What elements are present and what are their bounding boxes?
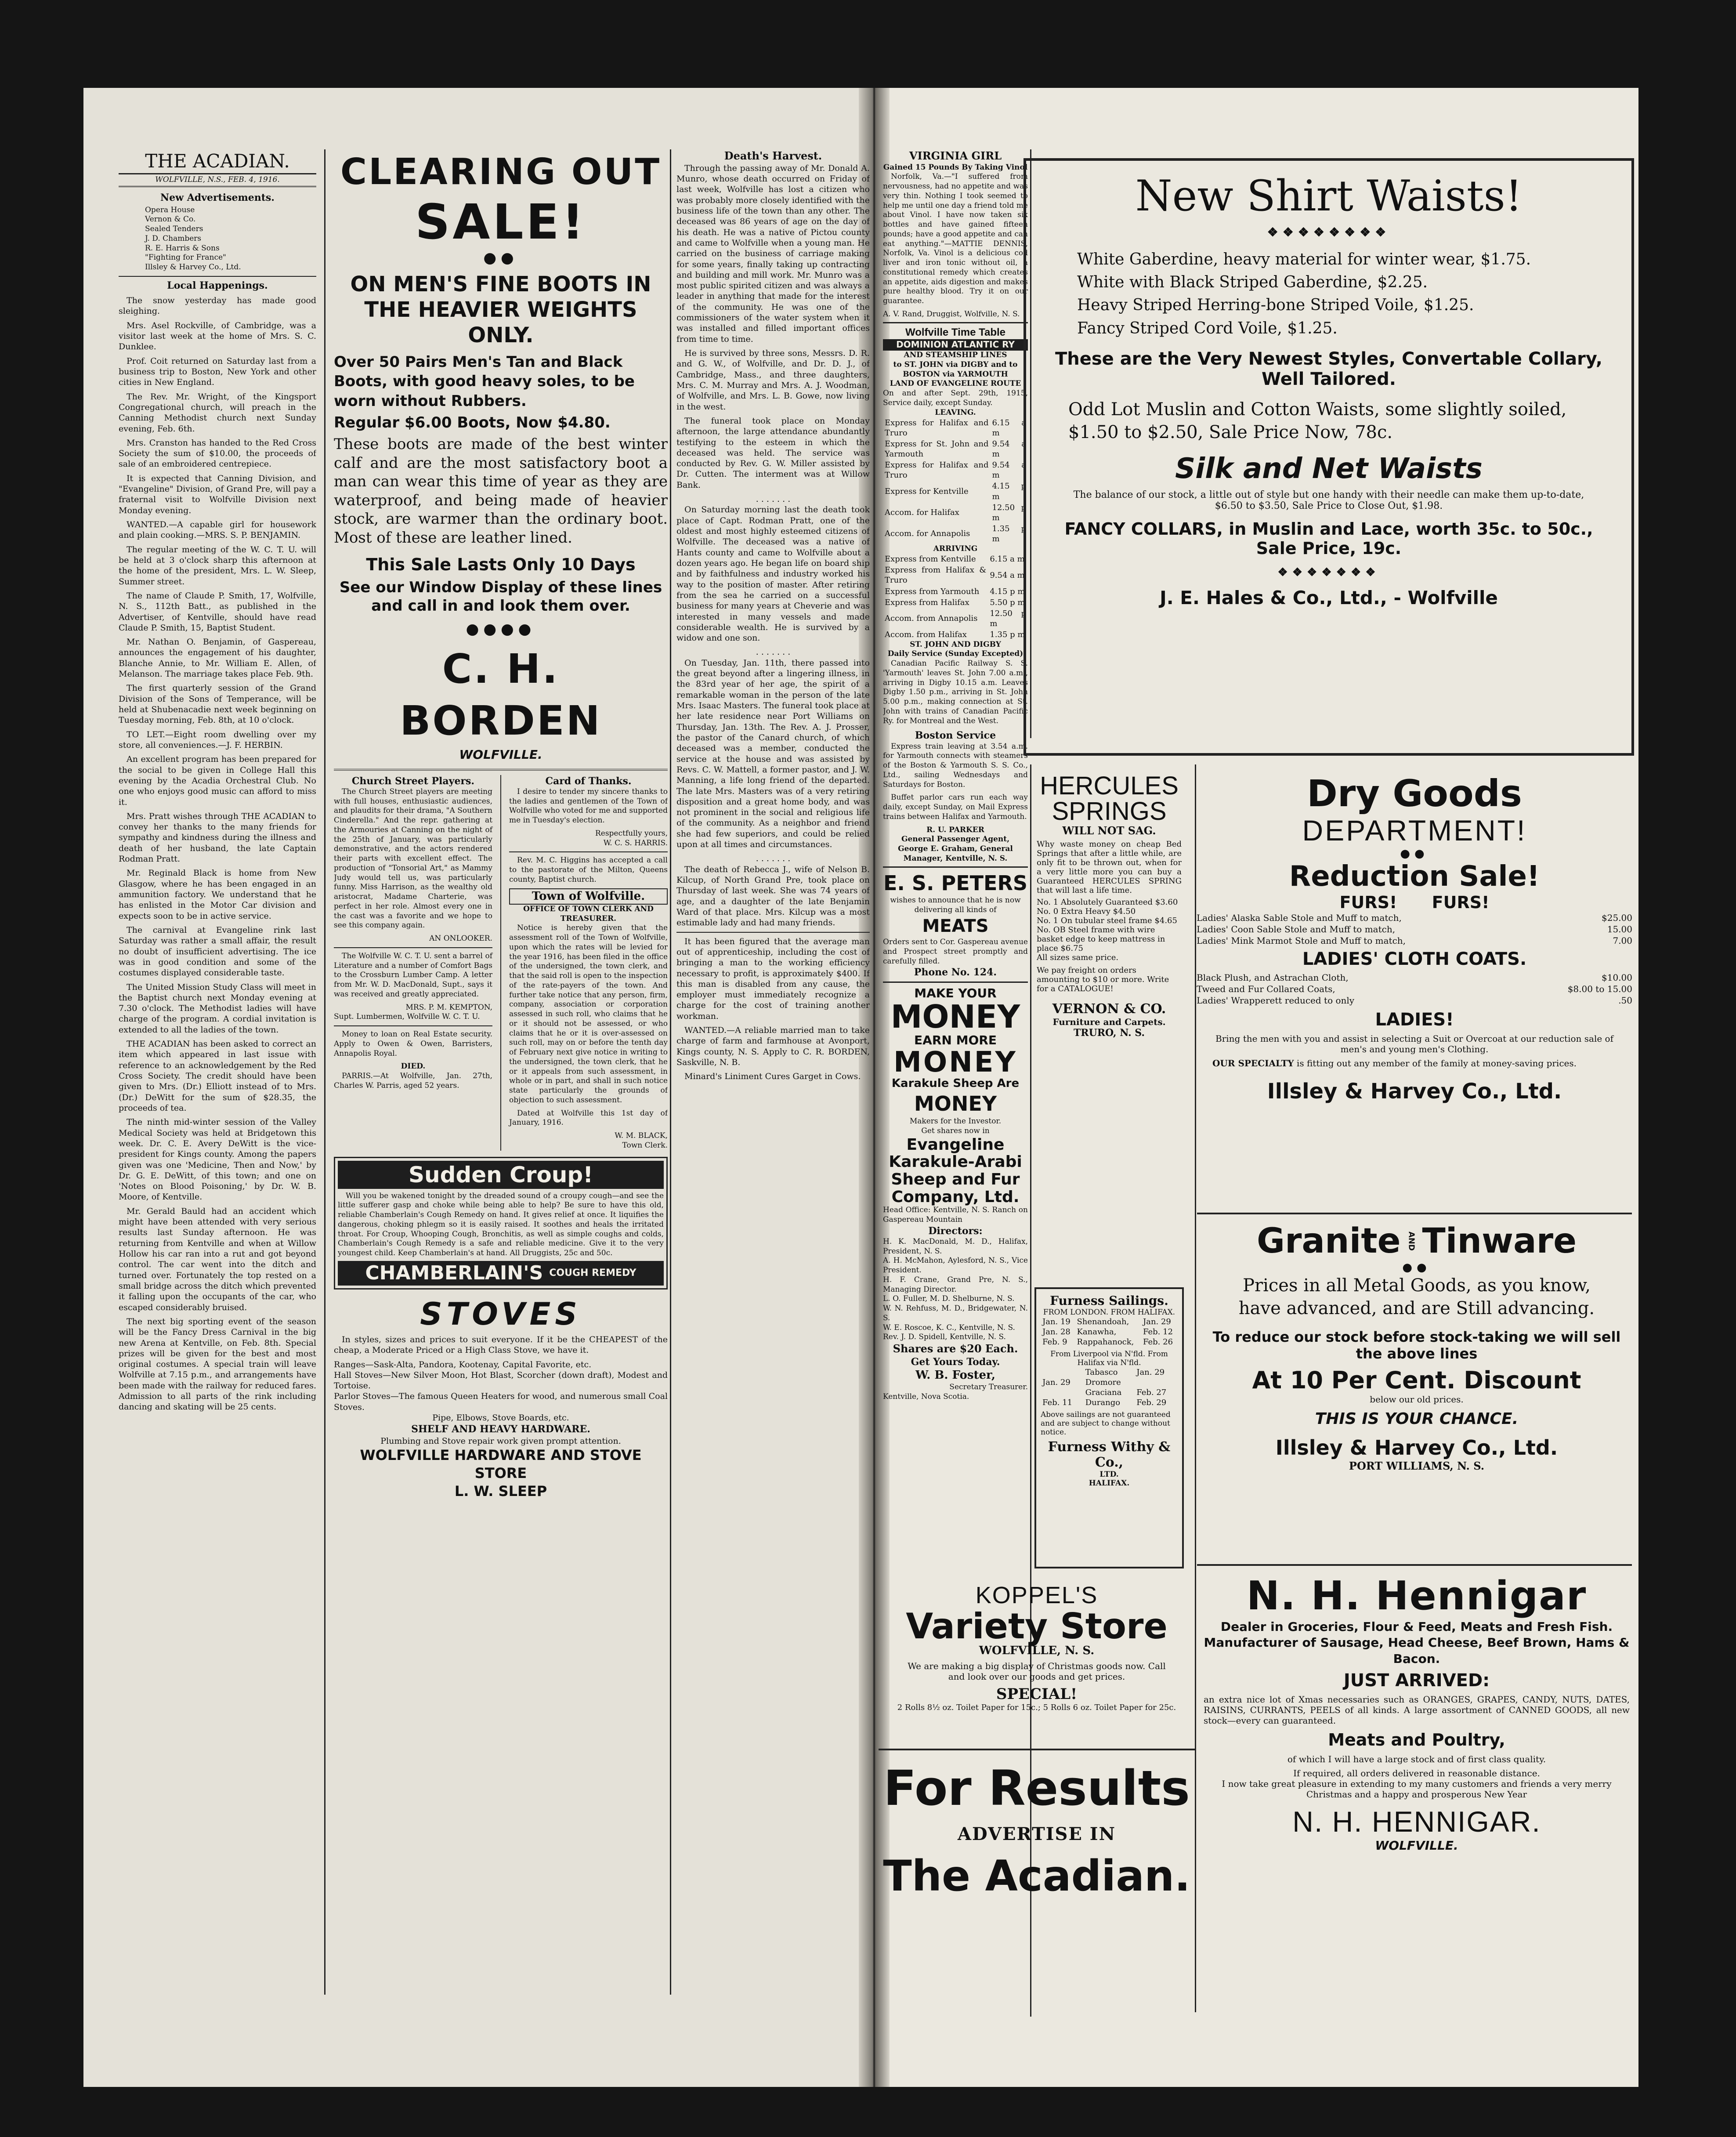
drygoods-specialty [1195, 1054, 1634, 1072]
stjohn-heading: ST. JOHN AND DIGBY [910, 640, 1001, 649]
local-item: The ninth mid-winter session of the Valley Medical Society was held at Bridgetown this week. Dr. C. E. Avery DeWitt is the vice-president for Kings county. Among the papers given was one 'Medicine, Then and Now,' by Dr. G. E. DeWitt, of this town; and one on 'Notes on Blood Poisoning,' by Dr. W. B. Moore, of Kentville. [119, 1117, 316, 1202]
new-ad-item: R. E. Harris & Sons [145, 243, 220, 253]
shares: Shares are $20 Each. [893, 1342, 1018, 1355]
karakule-ad [883, 985, 1028, 1402]
directors-heading: Directors: [928, 1225, 983, 1237]
director: H. K. MacDonald, M. D., Halifax, President, N. S. [883, 1237, 1028, 1256]
hercules-text: Why waste money on cheap Bed Springs that after a little while, are only fit to be thrown out, when for a very little more you can buy a Guaranteed HERCULES SPRING that will last a life time. [1037, 840, 1182, 895]
granite-l1: Granite [1256, 1221, 1401, 1261]
hennigar-ad [1204, 1573, 1630, 2012]
local-item: Mrs. Pratt wishes through THE ACADIAN to convey her thanks to the many friends for sympathy and kindness during the illness and death of her husband, the late Captain Rodman Pratt. [119, 811, 316, 864]
silk-text: The balance of our stock, a little out of style but one handy with their needle can make them up-to-date, $6.50 to $3.50, Sale Price to Close Out, $1.98. [1073, 489, 1584, 511]
clearing-body: These boots are made of the best winter calf and are the most satisfactory boot a man can wear this time of year as they are waterproof, and being made of heavier stock, are warmer than the ordinary boot. Most of these are leather lined. [334, 435, 668, 547]
furness-heading: Furness Sailings. [1050, 1293, 1168, 1308]
results-l1: For Results [883, 1762, 1190, 1816]
timetable-line1: DOMINION ATLANTIC RY [883, 339, 1028, 351]
harvest-item: On Tuesday, Jan. 11th, there passed into the great beyond after a lingering illness, in the 83rd year of her age, the spirit of a remarkable woman in the person of the late Mrs. Isaac Masters. The funeral took place at her late residence near Port Williams on Thursday, Jan. 13th. The Rev. A. J. Prosser, the pastor of the Canard church, of which deceased was a member, conducted the service at the house and was assisted by Revs. C. W. Mattell, a former pastor, and J. W. Manning, a life long friend of the departed. The late Mrs. Masters was of a very retiring disposition and a great home body, and was not prominent in the social and religious life of the community. As a neighbor and friend she had few superiors, and could be relied upon at all times and circumstances. [676, 658, 870, 850]
money-l3: EARN MORE [914, 1033, 997, 1048]
furness-firm2: LTD. [1099, 1470, 1119, 1479]
harvest-item: WANTED.—A reliable married man to take charge of farm and farmhouse at Avonport, Kings county, N. S. Apply to C. R. BORDEN, Saskville, N. B. [676, 1025, 870, 1068]
stoves-intro: In styles, sizes and prices to suit everyone. If it be the CHEAPEST of the cheap, a Moderate Priced or a High Class Stove, we have it. [334, 1334, 668, 1355]
thanks-sign2: W. C. S. HARRIS. [603, 838, 668, 848]
table-row: Ladies' Alaska Sable Stole and Muff to match, $25.00 [1197, 913, 1632, 924]
vernon-firm: VERNON & CO. [1052, 1001, 1166, 1017]
hennigar-meats: Meats and Poultry, [1328, 1730, 1505, 1750]
director: W. E. Roscoe, K. C., Kentville, N. S. [883, 1323, 1015, 1332]
results-l3: The Acadian. [883, 1851, 1190, 1901]
drygoods-furs: FURS! FURS! [1339, 893, 1490, 913]
hennigar-arrived: JUST ARRIVED: [1343, 1670, 1490, 1691]
director: Rev. J. D. Spidell, Kentville, N. S. [883, 1333, 1006, 1342]
granite-and: AND [1407, 1231, 1416, 1251]
peters-meats: MEATS [922, 916, 989, 936]
table-row: Accom. from Annapolis 12.50 p m [885, 609, 1026, 628]
timetable-heading: Wolfville Time Table [905, 326, 1006, 338]
local-item: Mr. Nathan O. Benjamin, of Gaspereau, announces the engagement of his daughter, Blanche Annie, to Mr. William E. Allen, of Melanson. The marriage takes place Feb. 9th. [119, 637, 316, 679]
stoves-ranges: Ranges—Sask-Alta, Pandora, Kootenay, Capital Favorite, etc. [334, 1359, 592, 1369]
column-rule [670, 149, 671, 1995]
ornament: ●● [1400, 847, 1429, 861]
agent: R. U. PARKER [926, 825, 984, 834]
table-row: Express from Yarmouth 4.15 p m [885, 587, 1025, 596]
money-l2: MONEY [890, 998, 1020, 1036]
results-ad [879, 1762, 1195, 1964]
stoves-parlor: Parlor Stoves—The famous Queen Heaters for wood, and numerous small Coal Stoves. [334, 1391, 668, 1412]
table-row: Tabasco Jan. 29 [1085, 1368, 1165, 1377]
money-l7: Makers for the Investor. [909, 1117, 1002, 1126]
granite-chance: THIS IS YOUR CHANCE. [1315, 1410, 1519, 1428]
clearing-headline: ON MEN'S FINE BOOTS IN THE HEAVIER WEIGHTS ONLY. [350, 272, 651, 348]
vernon-firm3: TRURO, N. S. [1073, 1027, 1145, 1039]
harvest-item: Through the passing away of Mr. Donald A. Munro, whose death occurred on Friday of last week, Wolfville has lost a citizen who was probably more closely identified with the business life of the town than any other. The deceased was 86 years of age on the day of his death. He was a native of Pictou county and came to Wolfville when a young man. He carried on the business of carriage making for some years, finally taking up contracting and building and mill work. Mr. Munro was a most public spirited citizen and was always a leader in anything that made for the interest of the community. He was one of the commissioners of the water system when it was installed and filled important offices from time to time. [676, 163, 870, 344]
table-row: Jan. 19 Shenandoah, Jan. 29 [1042, 1317, 1171, 1326]
croup-ad [334, 1157, 668, 1290]
table-row: Ladies' Mink Marmot Stole and Muff to match, 7.00 [1197, 935, 1632, 946]
granite-title [1199, 1221, 1634, 1261]
wctu-sign1: MRS. P. M. KEMPTON, [405, 1003, 492, 1012]
table-row: Express for Halifax and Truro 6.15 a m [885, 418, 1026, 438]
stjohn-text: Canadian Pacific Railway S. S. 'Yarmouth' leaves St. John 7.00 a.m., arriving in Digby 10.15 a.m. Leaves Digby 1.50 p.m., arriving in St. John 5.00 p.m., making connection at St. John with trains of Canadian Pacific Ry. for Montreal and the West. [883, 659, 1028, 725]
died-text: PARRIS.—At Wolfville, Jan. 27th, Charles W. Parris, aged 52 years. [334, 1072, 492, 1090]
local-item: The name of Claude P. Smith, 17, Wolfville, N. S., 112th Batt., as published in the Advertiser, of Kentville, should have read Claude P. Smith, 15, Baptist Student. [119, 590, 316, 633]
shirt-odd: Odd Lot Muslin and Cotton Waists, some slightly soiled, $1.50 to $2.50, Sale Price Now, 78c. [1068, 399, 1567, 442]
table-row: Ladies' Wrapperett reduced to only .50 [1197, 995, 1632, 1006]
harvest-heading: Death's Harvest. [724, 149, 822, 162]
table-row: Accom. for Halifax 12.50 p m [885, 503, 1026, 522]
drygoods-sale: Reduction Sale! [1289, 860, 1540, 893]
furness-ad [1034, 1287, 1184, 1568]
dateline: WOLFVILLE, N.S., FEB. 4, 1916. [119, 174, 316, 187]
stoves-owner: L. W. SLEEP [454, 1482, 547, 1500]
ornament: ●● [483, 249, 518, 267]
company-3: Sheep and Fur [891, 1170, 1020, 1189]
hercules-ad [1037, 773, 1182, 1279]
table-row: Jan. 28 Kanawha, Feb. 12 [1042, 1327, 1173, 1337]
shirt-newest: These are the Very Newest Styles, Convertable Collary, Well Tailored. [1055, 348, 1602, 389]
news-right [509, 775, 668, 1151]
company-office: Head Office: Kentville, N. S. Ranch on Gaspereau Mountain [883, 1206, 1028, 1224]
harvest-item: On Saturday morning last the death took place of Capt. Rodman Pratt, one of the oldest and most highly esteemed citizens of Wolfville. The deceased was a native of Hants county and came to Wolfville about a dozen years ago. He began life on board ship and by faithfulness and industry worked his way to the position of master. After retiring from the sea he carried on a successful business for many years at Cheverie and was interested in many vessels and made considerable wealth. He is survived by a widow and one son. [676, 505, 870, 643]
local-item: The regular meeting of the W. C. T. U. will be held at 3 o'clock sharp this afternoon at the home of the president, Mrs. L. W. Sleep, Summer street. [119, 544, 316, 587]
furness-table2 [1041, 1367, 1178, 1408]
hennigar-dealer: Dealer in Groceries, Flour & Feed, Meats and Fresh Fish. Manufacturer of Sausage, Head Cheese, Beef Brown, Hams & Bacon. [1204, 1619, 1630, 1666]
church-heading: Church Street Players. [351, 775, 475, 787]
hales-firm: J. E. Hales & Co., Ltd., - Wolfville [1160, 587, 1498, 609]
local-item: Mrs. Asel Rockville, of Cambridge, was a visitor last week at the home of Mrs. S. C. Dunklee. [119, 320, 316, 352]
drygoods-firm: Illsley & Harvey Co., Ltd. [1267, 1079, 1562, 1104]
coats-table [1195, 972, 1634, 1006]
town-sub: OFFICE OF TOWN CLERK AND TREASURER. [523, 904, 654, 923]
borden-name: C. H. BORDEN [400, 645, 602, 745]
granite-discount: At 10 Per Cent. Discount [1252, 1366, 1581, 1394]
virginia-agent: A. V. Rand, Druggist, Wolfville, N. S. [883, 309, 1020, 319]
secretary: W. B. Foster, [915, 1368, 995, 1382]
furness-cols: FROM LONDON. FROM HALIFAX. [1043, 1308, 1175, 1317]
boston-heading: Boston Service [915, 730, 996, 742]
hercules-row: No. 0 Extra Heavy $4.50 [1037, 907, 1136, 916]
director: L. O. Fuller, M. D. Shelburne, N. S. [883, 1294, 1015, 1304]
table-row: Accom. for Annapolis 1.35 p m [885, 524, 1026, 543]
clearing-lasts: This Sale Lasts Only 10 Days [366, 555, 636, 575]
ornament: ●● [1402, 1261, 1431, 1274]
stoves-firm: WOLFVILLE HARDWARE AND STOVE STORE [360, 1446, 642, 1481]
director: A. H. McMahon, Aylesford, N. S., Vice President. [883, 1256, 1028, 1275]
arrive-table [883, 554, 1028, 640]
agent-role: General Passenger Agent, [901, 835, 1010, 844]
wctu-sign2: Supt. Lumbermen, Wolfville W. C. T. U. [334, 1012, 480, 1021]
clearing-line1: CLEARING OUT [340, 151, 662, 193]
hennigar-meats-text: of which I will have a large stock and of first class quality. [1287, 1754, 1546, 1765]
local-item: The next big sporting event of the season will be the Fancy Dress Carnival in the big new Arena at Kentville, on Feb. 8th. Special prizes will be given for the best and most original costumes. A special train will leave Wolfville at 7.15 p.m., and arrangements have been made with the railway for reduced fares. Admission to all parts of the rink including dancing and skating will be 25 cents. [119, 1316, 316, 1412]
table-row: Express from Kentville 6.15 a m [885, 554, 1025, 564]
koppel-store: Variety Store [906, 1606, 1168, 1647]
hennigar-text: an extra nice lot of Xmas necessaries such as ORANGES, GRAPES, CANDY, NUTS, DATES, RAISINS, CURRANTS, PEELS of all kinds. A large assortment of CANNED GOODS, all new stock—every can guaranteed. [1204, 1694, 1630, 1726]
money-l1: MAKE YOUR [914, 985, 997, 1000]
money-l4: MONEY [893, 1046, 1017, 1079]
shirt-list [1042, 248, 1616, 340]
new-ads-list [119, 206, 316, 272]
local-heading: Local Happenings. [119, 276, 316, 292]
local-item: Mrs. Cranston has handed to the Red Cross Society the sum of $10.00, the proceeds of sale of an embroidered centrepiece. [119, 438, 316, 469]
new-ad-item: J. D. Chambers [145, 234, 202, 243]
local-item: An excellent program has been prepared for the social to be given in College Hall this evening by the Acadia Orchestral Club. No one who enjoys good music can afford to miss it. [119, 754, 316, 807]
died-heading: DIED. [401, 1062, 426, 1071]
stoves-heading: STOVES [420, 1296, 582, 1333]
local-item: THE ACADIAN has been asked to correct an item which appeared in last issue with reference to an acknowledgement by the Red Cross Society. The credit should have been given to Mrs. (Dr.) Elliott instead of to Mrs. (Dr.) DeWitt for the sum of $28.35, the proceeds of tea. [119, 1039, 316, 1113]
granite-reduce: To reduce our stock before stock-taking we will sell the above lines [1212, 1329, 1621, 1362]
local-item: Mr. Gerald Bauld had an accident which might have been attended with very serious results last Sunday afternoon. He was returning from Kentville and when at Willow Hollow his car ran into a rut and got beyond control. The car went into the ditch and turned over. Fortunately the top rested on a small bridge across the ditch which prevented it falling upon the occupants of the car, who escaped considerably bruised. [119, 1206, 316, 1312]
stoves-hall: Hall Stoves—New Silver Moon, Hot Blast, Scorcher (down draft), Modest and Tortoise. [334, 1370, 668, 1391]
local-item: Prof. Coit returned on Saturday last from a business trip to Boston, New York and other cities in New England. [119, 356, 316, 388]
koppel-town: WOLFVILLE, N. S. [979, 1644, 1095, 1657]
thanks-sign1: Respectfully yours, [595, 829, 668, 838]
drygoods-l1: Dry Goods [1307, 773, 1522, 815]
peters-text: wishes to announce that he is now delivering all kinds of [890, 896, 1021, 915]
peters-name: E. S. PETERS [883, 871, 1028, 895]
hennigar-thanks: I now take great pleasure in extending to my many customers and friends a very merry Christmas and a happy and prosperous New Year [1222, 1778, 1612, 1800]
stoves-plumb: Plumbing and Stove repair work given prompt attention. [380, 1436, 621, 1446]
buffet-text: Buffet parlor cars run each way daily, except Sunday, on Mail Express trains between Halifax and Yarmouth. [883, 793, 1028, 821]
column-local [119, 149, 316, 2012]
specialty-label: OUR SPECIALTY [1212, 1058, 1294, 1069]
furness-firm: Furness Withy & Co., [1048, 1439, 1171, 1470]
table-row: Express from Halifax 5.50 p m [885, 598, 1025, 607]
table-row: Feb. 11 Durango Feb. 29 [1042, 1398, 1167, 1407]
harvest-item: He is survived by three sons, Messrs. D. R. and G. W., of Wolfville, and Dr. D. J., of Cambridge, Mass., and three daughters, Mrs. C. M. Murray and Mrs. A. J. Woodman, of Wolfville, and Mrs. L. B. Gowe, now living in the west. [676, 348, 870, 412]
money-l6: MONEY [914, 1092, 997, 1116]
drygoods-ad [1195, 773, 1634, 1204]
hercules-row: No. 1 On tubular steel frame $4.65 [1037, 916, 1177, 925]
timetable-effect: On and after Sept. 29th, 1915, Service daily, except Sunday. [883, 389, 1028, 407]
company-loc: Kentville, Nova Scotia. [883, 1392, 969, 1401]
new-ad-item: "Fighting for France" [145, 253, 226, 262]
stjohn-sub: Daily Service (Sunday Excepted) [887, 649, 1024, 659]
hercules-l3: WILL NOT SAG. [1062, 824, 1156, 837]
koppel-special: SPECIAL! [996, 1685, 1078, 1703]
koppel-name: KOPPEL'S [975, 1582, 1098, 1608]
local-item: The carnival at Evangeline rink last Saturday was rather a small affair, the result no doubt of insufficient advertising. The ice was in good condition and some of the costumes displayed considerable taste. [119, 925, 316, 978]
table-row: Graciana Feb. 27 [1085, 1388, 1167, 1397]
croup-brand [338, 1261, 664, 1286]
table-row: Express for Halifax and Truro 9.54 a m [885, 460, 1026, 480]
croup-brand-sub: COUGH REMEDY [549, 1268, 637, 1279]
ornament: ●●●● [466, 620, 536, 638]
granite-below: below our old prices. [1370, 1394, 1464, 1405]
local-item: The snow yesterday has made good sleighing. [119, 296, 316, 316]
hercules-l1: HERCULES [1040, 773, 1179, 800]
ornament: ❖❖❖❖❖❖❖❖ [1267, 225, 1391, 239]
clearing-window: See our Window Display of these lines and call in and look them over. [339, 578, 662, 615]
local-item: The Rev. Mr. Wright, of the Kingsport Congregational church, will preach in the Canning Methodist church next Sunday evening, Feb. 6th. [119, 391, 316, 434]
virginia-heading: VIRGINIA GIRL [909, 149, 1002, 162]
stoves-pipe: Pipe, Elbows, Stove Boards, etc. [432, 1413, 569, 1423]
croup-text: Will you be wakened tonight by the dreaded sound of a croupy cough—and see the little sufferer gasp and choke while being able to help? Be sure to have this old, reliable Chamberlain's Cough Remedy on hand. It gives relief at once. It liquifies the dangerous, choking phlegm so it is easily raised. It soothes and heals the irritated throat. For Croup, Whooping Cough, Bronchitis, as well as simple coughs and colds, Chamberlain's Cough Remedy is a safe and reliable medicine. Give it to the very youngest child. Keep Chamberlain's at hand. All Druggists, 25c and 50c. [338, 1191, 664, 1258]
new-ad-item: Vernon & Co. [145, 215, 196, 224]
granite-prices: Prices in all Metal Goods, as you know, have advanced, and are Still advancing. [1238, 1275, 1595, 1318]
clearing-line2: SALE! [415, 193, 586, 250]
silk-heading: Silk and Net Waists [1175, 452, 1483, 485]
furness-note: Above sailings are not guaranteed and are subject to change without notice. [1041, 1410, 1171, 1437]
company-4: Company, Ltd. [891, 1188, 1020, 1206]
table-row: Feb. 9 Rappahanock, Feb. 26 [1042, 1337, 1173, 1347]
company-1: Evangeline [906, 1135, 1005, 1154]
new-ad-item: Illsley & Harvey Co., Ltd. [145, 263, 241, 272]
money-l5: Karakule Sheep Are [891, 1077, 1020, 1090]
secretary-role: Secretary Treasurer. [949, 1383, 1028, 1392]
shirt-title: New Shirt Waists! [1135, 171, 1523, 221]
clearing-price: Regular $6.00 Boots, Now $4.80. [334, 413, 611, 431]
specialty-text: is fitting out any member of the family at money-saving prices. [1296, 1058, 1577, 1069]
shirt-item: White Gaberdine, heavy material for winter wear, $1.75. [1077, 250, 1531, 268]
masthead-title: THE ACADIAN. [119, 149, 316, 174]
news-left [334, 775, 492, 1151]
column-rule [1195, 764, 1196, 2012]
local-item: WANTED.—A capable girl for housework and plain cooking.—MRS. S. P. BENJAMIN. [119, 520, 316, 540]
town-text: Notice is hereby given that the assessment roll of the Town of Wolfville, upon which the rates will be levied for the year 1916, has been filed in the office of the undersigned, the town clerk, and that the said roll is open to the inspection of the rate-payers of the town. And further take notice that any person, firm, company, association or corporation assessed in such roll, who claims that he or it should not be assessed, or who claims that he or it is over-assessed on such roll, may on or before the tenth day of February next give notice in writing to the undersigned, the town clerk, that he or it appeals from such assessment, in whole or in part, and shall in such notice state particularly the grounds of objection to such assessment. [509, 924, 668, 1105]
clearing-offer: Over 50 Pairs Men's Tan and Black Boots, with good heavy soles, to be worn without Rubbers. [334, 353, 635, 410]
drygoods-coats: LADIES' CLOTH COATS. [1302, 949, 1527, 970]
thanks-text: I desire to tender my sincere thanks to the ladies and gentlemen of the Town of Wolfville who voted for me and supported me in Tuesday's election. [509, 787, 668, 825]
hercules-freight: We pay freight on orders amounting to $10 or more. Write for a CATALOGUE! [1037, 966, 1169, 993]
timetable-line4: LAND OF EVANGELINE ROUTE [890, 379, 1021, 388]
hennigar-ord: If required, all orders delivered in reasonable distance. [1293, 1768, 1540, 1779]
town-role: Town Clerk. [622, 1141, 668, 1150]
peters-orders: Orders sent to Cor. Gaspereau avenue and Prospect street promptly and carefully filled. [883, 938, 1028, 966]
timetable-line2: AND STEAMSHIP LINES [904, 351, 1007, 360]
koppel-text: We are making a big display of Christmas goods now. Call and look over our goods and get prices. [908, 1661, 1166, 1682]
two-col-news [334, 775, 668, 1151]
manager: George E. Graham, General Manager, Kentville, N. S. [898, 844, 1013, 863]
timetable-leaving: LEAVING. [935, 408, 976, 417]
virginia-text: Norfolk, Va.—"I suffered from nervousness, had no appetite and was very thin. Nothing I took seemed to help me until one day a friend told me about Vinol. I have now taken six bottles and have gained fifteen pounds; have a good appetite and can eat anything."—MATTIE DENNIS, Norfolk, Va. Vinol is a delicious cod liver and iron tonic without oil, a constitutional remedy which creates an appetite, aids digestion and makes pure healthy blood. Try it on our guarantee. [883, 172, 1028, 306]
local-item: It is expected that Canning Division, and "Evangeline" Division, of Grand Pre, will pay a fraternal visit to Wolfville Division next Monday evening. [119, 473, 316, 515]
table-row: Express for Kentville 4.15 p m [885, 482, 1026, 501]
higgins-text: Rev. M. C. Higgins has accepted a call to the pastorate of the Milton, Queens county, Baptist church. [509, 856, 668, 884]
collars: FANCY COLLARS, in Muslin and Lace, worth 35c. to 50c., Sale Price, 19c. [1064, 519, 1593, 558]
shirt-item: Heavy Striped Herring-bone Striped Voile, $1.25. [1077, 296, 1474, 315]
new-ad-item: Sealed Tenders [145, 225, 203, 234]
furness-firm3: HALIFAX. [1089, 1479, 1130, 1488]
leave-table [883, 417, 1028, 544]
granite-l2: Tinware [1422, 1221, 1577, 1261]
harvest-item: It has been figured that the average man out of apprenticeship, including the cost of bringing a man to the working efficiency necessary to profit, is approximately $400. If this man is disabled from any cause, the employer must immediately recognize a charge for the cost of training another workman. [676, 936, 870, 1021]
company-2: Karakule-Arabi [889, 1153, 1022, 1171]
croup-brand-name: CHAMBERLAIN'S [365, 1261, 543, 1284]
harvest-item: The funeral took place on Monday afternoon, the large attendance abundantly testifying to the esteem in which the deceased was held. The service was conducted by Rev. G. W. Miller assisted by Dr. Cutten. The interment was at Willow Bank. [676, 416, 870, 490]
shirt-item: Fancy Striped Cord Voile, $1.25. [1077, 319, 1338, 337]
hercules-row: All sizes same price. [1037, 953, 1119, 962]
furs-table [1195, 912, 1634, 946]
table-row: Accom. from Halifax 1.35 p m [885, 630, 1025, 639]
local-item: TO LET.—Eight room dwelling over my store, all conveniences.—J. F. HERBIN. [119, 729, 316, 750]
table-row: Tweed and Fur Collared Coats, $8.00 to 15.00 [1197, 984, 1632, 995]
column-harvest: Death's Harvest. Through the passing away of Mr. Donald A. Munro, whose death occurred on Friday of last week, Wolfville has lost a citizen who was probably more closely identified with the business life of the town than any other. The deceased was 86 years of age on the day of his death. He was a native of Pictou county and came to Wolfville when a young man. He carried on the business of carriage making for some years, finally taking up contracting and building and mill work. Mr. Munro was a most public spirited citizen and was always a leader in anything that made for the interest of the community. He was one of the commissioners of the water system when it was installed and filled important offices from time to time. He is survived by three sons, Messrs. D. R. and G. W., of Wolfville, and Dr. D. J., of Cambridge, Mass., and three daughters, Mrs. C. M. Murray and Mrs. A. J. Woodman, of Wolfville, and Mrs. L. B. Gowe, now living in the west. The funeral took place on Monday afternoon, the large attendance abundantly testifying to the esteem in which the deceased was held. The service was conducted by Rev. G. W. Miller assisted by Dr. Cutten. The interment was at Willow Bank. . . . . . . . On Saturday morning last the death took place of Capt. Rodman Pratt, one of the oldest and most highly esteemed citizens of Wolfville. The deceased was a native of Hants county and came to Wolfville about a dozen years ago. He began life on board ship and by faithfulness and industry worked his way to the position of master. After retiring from the sea he carried on a successful business for many years at Cheverie and was interested in many vessels and made considerable wealth. He is survived by a widow and one son. . . . . . . . On Tuesday, Jan. 11th, there passed into the great beyond after a lingering illness, in the 83rd year of her age, the spirit of a remarkable woman in the person of the late Mrs. Isaac Masters. The funeral took place at her late residence near Port Williams on Thursday, Jan. 13th. The Rev. A. J. Prosser, the pastor of the Canard church, of which deceased was a member, conducted the service at the house and was assisted by Revs. C. W. Mattell, a former pastor, and J. W. Manning, a life long friend of the departed. The late Mrs. Masters was of a very retiring disposition and a great home body, and was not prominent in the social and religious life of the community. As a neighbor and friend she had few superiors, and could be relied upon at all times and circumstances. . . . . . . . The death of Rebecca J., wife of Nelson B. Kilcup, of North Grand Pre, took place on Thursday of last week. She was 74 years of age, and a daughter of the late Benjamin Ward of that place. Mrs. Kilcup was a most estimable lady and had many friends. It has been figured that the average man out of apprenticeship, including the cost of bringing a man to the working efficiency necessary to profit, is approximately $400. If this man is disabled from any cause, the employer must immediately recognize a charge for the cost of training another workman. WANTED.—A reliable married man to take charge of farm and farmhouse at Avonport, Kings county, N. S. Apply to C. R. BORDEN, Saskville, N. B. Minard's Liniment Cures Garget in Cows. [676, 149, 870, 1082]
borden-town: WOLFVILLE. [459, 747, 542, 762]
hennigar-town: WOLFVILLE. [1375, 1838, 1458, 1853]
money-text: Money to loan on Real Estate security. Apply to Owen & Owen, Barristers, Annapolis Royal. [334, 1030, 492, 1058]
new-ads-heading: New Advertisements. [160, 192, 275, 203]
church-text: The Church Street players are meeting with full houses, enthusiastic audiences, and plaudits for their drama, "A Southern Cinderella." And the repr. gathering at the Armouries at Canning on the night of the 25th of January, was particularly demonstrative, and the actors rendered their parts with excellent effect. The production of "Tonsorial Art," as Mammy Judy would tell us, was particularly funny. Miss Harrison, as the wealthy old aristocrat, Madame Charterie, was perfect in her role. Almost every one in the cast was a favorite and we hope to see this company again. [334, 787, 492, 930]
get-today: Get Yours Today. [911, 1356, 1000, 1368]
drygoods-l2: DEPARTMENT! [1302, 814, 1527, 847]
local-item: The United Mission Study Class will meet in the Baptist church next Monday evening at 7.30 o'clock. The Methodist ladies will have charge of the program. A cordial invitation is extended to all the ladies of the town. [119, 982, 316, 1035]
divider [1197, 1564, 1632, 1566]
boston-text: Express train leaving at 3.54 a.m. for Yarmouth connects with steamers of the Boston & Yarmouth S. S. Co., Ltd., sailing Wednesdays and Saturdays for Boston. [883, 742, 1028, 789]
ornament: ❖❖❖❖❖❖❖ [1277, 565, 1380, 579]
peters-phone: Phone No. 124. [914, 967, 997, 978]
local-item: The first quarterly session of the Grand Division of the Sons of Temperance, will be held at Shubenacadie next week beginning on Tuesday morning, Feb. 8th, at 10 o'clock. [119, 683, 316, 725]
drygoods-ladies: LADIES! [1375, 1010, 1454, 1030]
drygoods-bring: Bring the men with you and assist in selecting a Suit or Overcoat at our reduction sale of men's and young men's Clothing. [1215, 1033, 1613, 1055]
virginia-sub: Gained 15 Pounds By Taking Vinol [883, 163, 1028, 172]
local-item: Mr. Reginald Black is home from New Glasgow, where he has been engaged in an ammunition factory. We understand that he has enlisted in the Motor Car division and expects soon to be in active service. [119, 868, 316, 921]
hennigar-sign: N. H. HENNIGAR. [1292, 1805, 1541, 1838]
hercules-row: No. 1 Absolutely Guaranteed $3.60 [1037, 898, 1178, 907]
harvest-item: Minard's Liniment Cures Garget in Cows. [684, 1072, 861, 1082]
shirt-waists-ad [1024, 158, 1634, 756]
stoves-ad [334, 1295, 668, 1500]
hennigar-name: N. H. Hennigar [1246, 1573, 1587, 1619]
harvest-item: The death of Rebecca J., wife of Nelson B. Kilcup, of North Grand Pre, took place on Thursday of last week. She was 74 years of age, and a daughter of the late Benjamin Ward of that place. Mrs. Kilcup was a most estimable lady and had many friends. [676, 864, 870, 928]
granite-firm: Illsley & Harvey Co., Ltd. [1275, 1436, 1558, 1460]
money-l8: Get shares now in [921, 1126, 990, 1136]
director: W. N. Rehfuss, M. D., Bridgewater, N. S. [883, 1304, 1028, 1322]
granite-ad [1199, 1221, 1634, 1555]
granite-town: PORT WILLIAMS, N. S. [1349, 1460, 1485, 1472]
wctu-text: The Wolfville W. C. T. U. sent a barrel of Literature and a number of Comfort Bags to the Crossburn Lumber Camp. A letter from Mr. W. D. MacDonald, Supt., says it was received and greatly appreciated. [334, 951, 492, 999]
timetable-line3: to ST. JOHN via DIGBY and to BOSTON via YARMOUTH [893, 360, 1018, 379]
table-row: Ladies' Coon Sable Stole and Muff to match, 15.00 [1197, 924, 1632, 935]
table-row: Express for St. John and Yarmouth 9.54 a m [885, 439, 1026, 459]
divider [1197, 1213, 1632, 1214]
shirt-item: White with Black Striped Gaberdine, $2.25. [1077, 273, 1428, 292]
hercules-row: No. OB Steel frame with wire basket edge to keep mattress in place $6.75 [1037, 925, 1165, 953]
town-date: Dated at Wolfville this 1st day of January, 1916. [509, 1108, 668, 1127]
croup-heading: Sudden Croup! [338, 1161, 664, 1189]
church-sign: AN ONLOOKER. [429, 934, 492, 943]
hercules-l2: SPRINGS [1052, 797, 1167, 826]
koppel-ad [879, 1582, 1195, 1735]
town-heading: Town of Wolfville. [509, 888, 668, 905]
table-row: Jan. 29 Dromore [1042, 1378, 1121, 1387]
column-clearing [334, 149, 668, 2012]
divider [879, 1749, 1195, 1750]
column-rule [324, 149, 326, 1995]
thanks-heading: Card of Thanks. [545, 775, 632, 787]
town-sign: W. M. BLACK, [615, 1131, 668, 1141]
director: H. F. Crane, Grand Pre, N. S., Managing Director. [883, 1275, 1028, 1294]
results-l2: ADVERTISE IN [957, 1824, 1116, 1844]
vernon-firm2: Furniture and Carpets. [1052, 1017, 1166, 1027]
koppel-deal: 2 Rolls 8½ oz. Toilet Paper for 15c.; 5 Rolls 6 oz. Toilet Paper for 25c. [897, 1703, 1176, 1712]
furness-cols2: From Liverpool via N'fld. From Halifax via N'fld. [1050, 1350, 1168, 1367]
table-row: Express from Halifax & Truro 9.54 a m [885, 565, 1025, 585]
stoves-shelf: SHELF AND HEAVY HARDWARE. [411, 1423, 590, 1435]
new-ad-item: Opera House [145, 205, 195, 214]
table-row: Black Plush, and Astrachan Cloth, $10.00 [1197, 972, 1632, 983]
furness-table [1041, 1317, 1178, 1347]
timetable-arriving: ARRIVING [933, 544, 978, 553]
